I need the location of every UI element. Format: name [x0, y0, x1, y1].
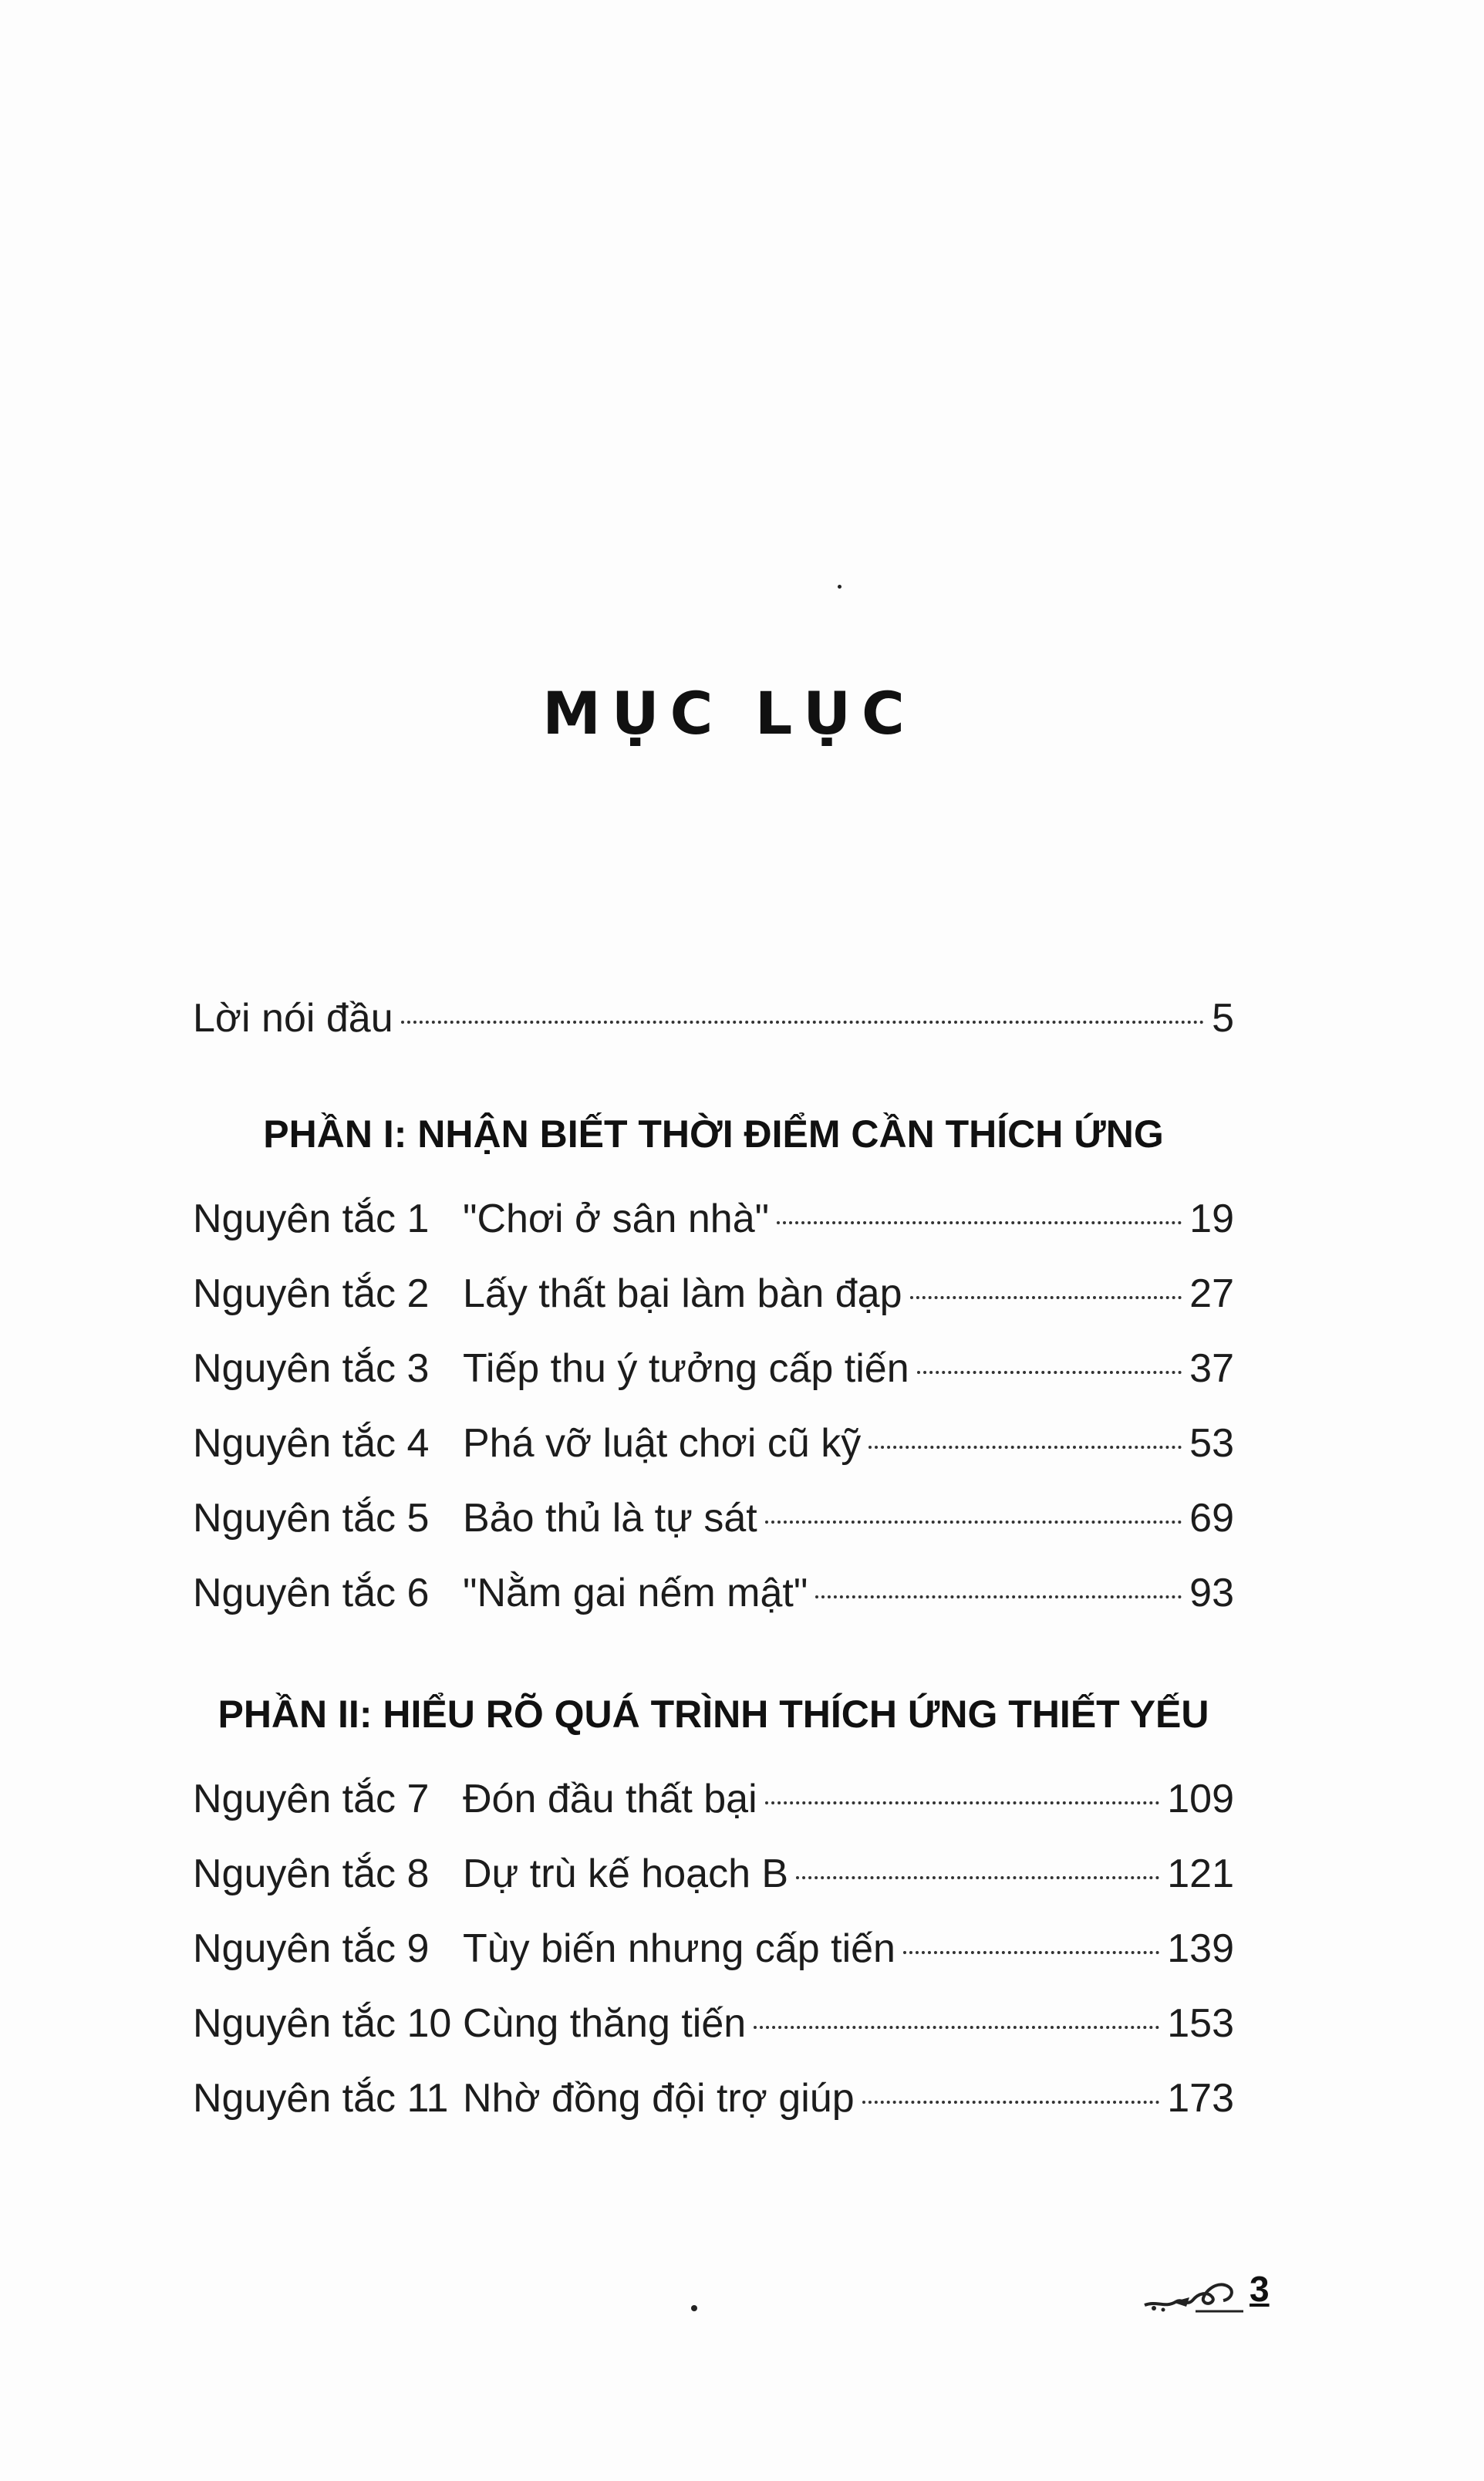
entry-name: Tiếp thu ý tưởng cấp tiến	[463, 1346, 909, 1391]
entry-page-number: 109	[1167, 1777, 1234, 1821]
dot-leader	[754, 2026, 1159, 2029]
toc-entry[interactable]	[193, 1776, 1234, 1851]
table-of-contents	[193, 995, 1234, 2150]
dot-leader	[765, 1521, 1182, 1524]
dot-leader	[777, 1221, 1182, 1224]
entry-name: "Nằm gai nếm mật"	[463, 1571, 808, 1615]
toc-entry[interactable]	[193, 2000, 1234, 2075]
part-heading-1: PHẦN I: NHẬN BIẾT THỜI ĐIỂM CẦN THÍCH ỨNG	[263, 1112, 1164, 1156]
toc-entry[interactable]	[193, 1851, 1234, 1926]
entry-page-number: 19	[1189, 1197, 1234, 1241]
toc-entry[interactable]	[193, 1420, 1234, 1495]
toc-entry[interactable]	[193, 1196, 1234, 1271]
entry-page-number: 173	[1167, 2076, 1234, 2121]
page-number: 3	[1250, 2269, 1270, 2309]
entry-name: Lời nói đầu	[193, 996, 393, 1041]
dot-leader	[401, 1021, 1204, 1024]
entry-page-number: 69	[1189, 1496, 1234, 1541]
entry-page-number: 93	[1189, 1571, 1234, 1615]
page-footer	[1142, 2268, 1296, 2330]
entry-page-number: 27	[1189, 1271, 1234, 1316]
dot-leader	[910, 1296, 1182, 1299]
ink-speck	[691, 2305, 697, 2311]
entry-name: Cùng thăng tiến	[463, 2001, 747, 2046]
dot-leader	[796, 1876, 1159, 1879]
entry-page-number: 37	[1189, 1346, 1234, 1391]
entry-rule-number: Nguyên tắc 7	[193, 1777, 430, 1821]
entry-name: Lấy thất bại làm bàn đạp	[463, 1271, 902, 1316]
entry-page-number: 121	[1167, 1851, 1234, 1896]
entry-rule-number: Nguyên tắc 2	[193, 1271, 430, 1316]
entry-rule-number: Nguyên tắc 9	[193, 1926, 430, 1971]
dot-leader	[765, 1801, 1160, 1804]
dot-leader	[815, 1595, 1182, 1598]
entry-rule-number: Nguyên tắc 6	[193, 1571, 430, 1615]
decorative-flourish-icon	[1142, 2274, 1250, 2317]
entry-rule-number: Nguyên tắc 4	[193, 1421, 430, 1466]
entry-rule-number: Nguyên tắc 11	[193, 2076, 449, 2121]
dot-leader	[868, 1446, 1182, 1449]
toc-entry[interactable]	[193, 1926, 1234, 2000]
page-title: MỤC LỤC	[542, 679, 916, 748]
dot-leader	[917, 1371, 1182, 1374]
toc-entry[interactable]	[193, 1271, 1234, 1345]
entry-page-number: 53	[1189, 1421, 1234, 1466]
dot-leader	[903, 1951, 1159, 1954]
toc-entry-preface[interactable]	[193, 995, 1234, 1095]
entry-name: "Chơi ở sân nhà"	[463, 1197, 770, 1241]
entry-rule-number: Nguyên tắc 1	[193, 1197, 430, 1241]
toc-entry[interactable]	[193, 1345, 1234, 1420]
entry-name: Bảo thủ là tự sát	[463, 1496, 757, 1541]
toc-entry[interactable]	[193, 1570, 1234, 1645]
entry-name: Phá vỡ luật chơi cũ kỹ	[463, 1421, 862, 1466]
entry-page-number: 139	[1167, 1926, 1234, 1971]
dot-leader	[862, 2101, 1160, 2104]
part-heading-2: PHẦN II: HIỂU RÕ QUÁ TRÌNH THÍCH ỨNG THIẾT YẾU	[218, 1693, 1209, 1736]
entry-page-number: 5	[1212, 996, 1234, 1041]
toc-entry[interactable]	[193, 2075, 1234, 2150]
entry-rule-number: Nguyên tắc 5	[193, 1496, 430, 1541]
entry-rule-number: Nguyên tắc 10	[193, 2001, 452, 2046]
ink-speck	[838, 585, 841, 589]
entry-rule-number: Nguyên tắc 8	[193, 1851, 430, 1896]
toc-entry[interactable]	[193, 1495, 1234, 1570]
entry-name: Dự trù kế hoạch B	[463, 1851, 789, 1896]
entry-page-number: 153	[1167, 2001, 1234, 2046]
entry-rule-number: Nguyên tắc 3	[193, 1346, 430, 1391]
entry-name: Tùy biến nhưng cấp tiến	[463, 1926, 895, 1971]
entry-name: Đón đầu thất bại	[463, 1777, 757, 1821]
entry-name: Nhờ đồng đội trợ giúp	[463, 2076, 855, 2121]
